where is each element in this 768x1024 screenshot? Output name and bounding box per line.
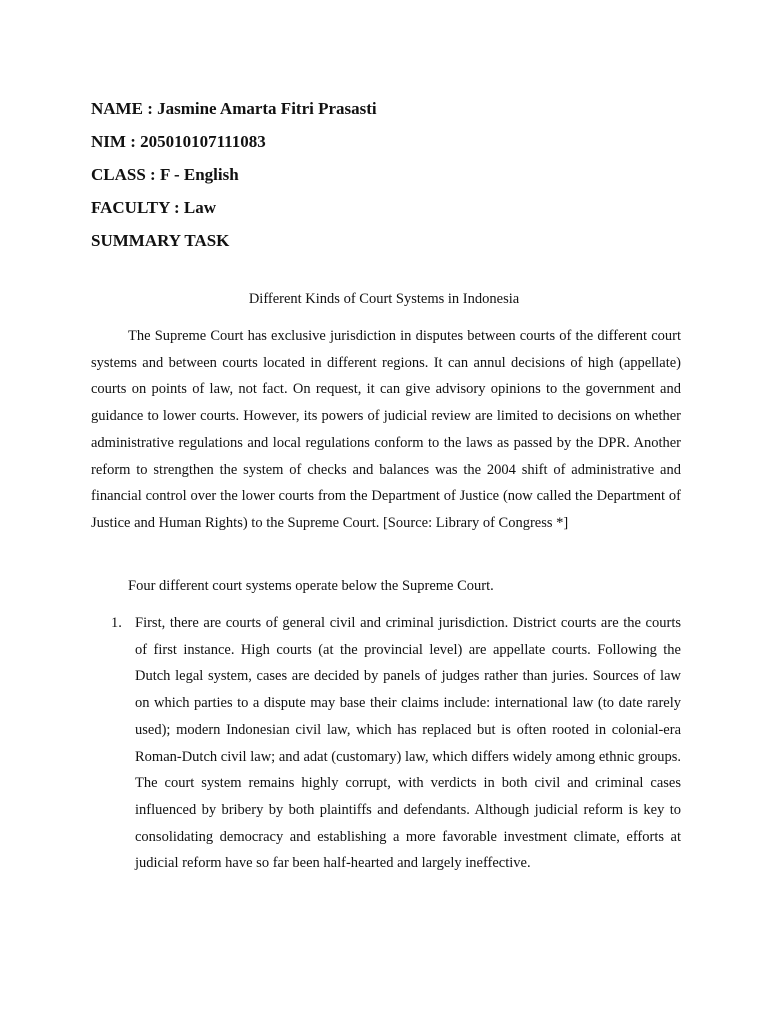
student-name: NAME : Jasmine Amarta Fitri Prasasti [91,99,377,118]
student-nim: NIM : 205010107111083 [91,132,266,151]
court-systems-list [91,610,681,877]
list-item [91,610,681,877]
document-title: Different Kinds of Court Systems in Indonesia [248,291,520,307]
paragraph-supreme-court: The Supreme Court has exclusive jurisdiction in disputes between courts of the different court systems and between courts located in different regions. It can annul decisions of high (appellate) courts on points of law, not fact. On request, it can give advisory opinions to the government and guidance to lower courts. However, its powers of judicial review are limited to decisions on whether administrative regulations and local regulations conform to the laws as passed by the DPR. Another reform to strengthen the system of checks and balances was the 2004 shift of administrative and financial control over the lower courts from the Department of Justice (now called the Department of Justice and Human Rights) to the Supreme Court. [Source: Library of Congress *] [91,328,681,531]
student-faculty: FACULTY : Law [91,198,216,217]
task-label: SUMMARY TASK [91,231,230,250]
list-item-number: 1. [111,615,122,631]
student-class: CLASS : F - English [91,165,239,184]
list-item-text: First, there are courts of general civil and criminal jurisdiction. District courts are the courts of first instance. High courts (at the provincial level) are appellate courts. Following the Dutch legal system, cases are decided by panels of judges rather than juries. Sources of law on which parties to a dispute may base their claims include: international law (to date rarely used); modern Indonesian civil law, which has replaced but is often rooted in colonial-era Roman-Dutch civil law; and adat (customary) law, which differs widely among ethnic groups. The court system remains highly corrupt, with verdicts in both civil and criminal cases influenced by bribery by both plaintiffs and defendants. Although judicial reform is key to consolidating democracy and establishing a more favorable investment climate, efforts at judicial reform have so far been half-hearted and largely ineffective. [135,615,681,872]
student-info-header [91,92,691,257]
paragraph-court-systems-intro: Four different court systems operate below the Supreme Court. [128,578,494,594]
